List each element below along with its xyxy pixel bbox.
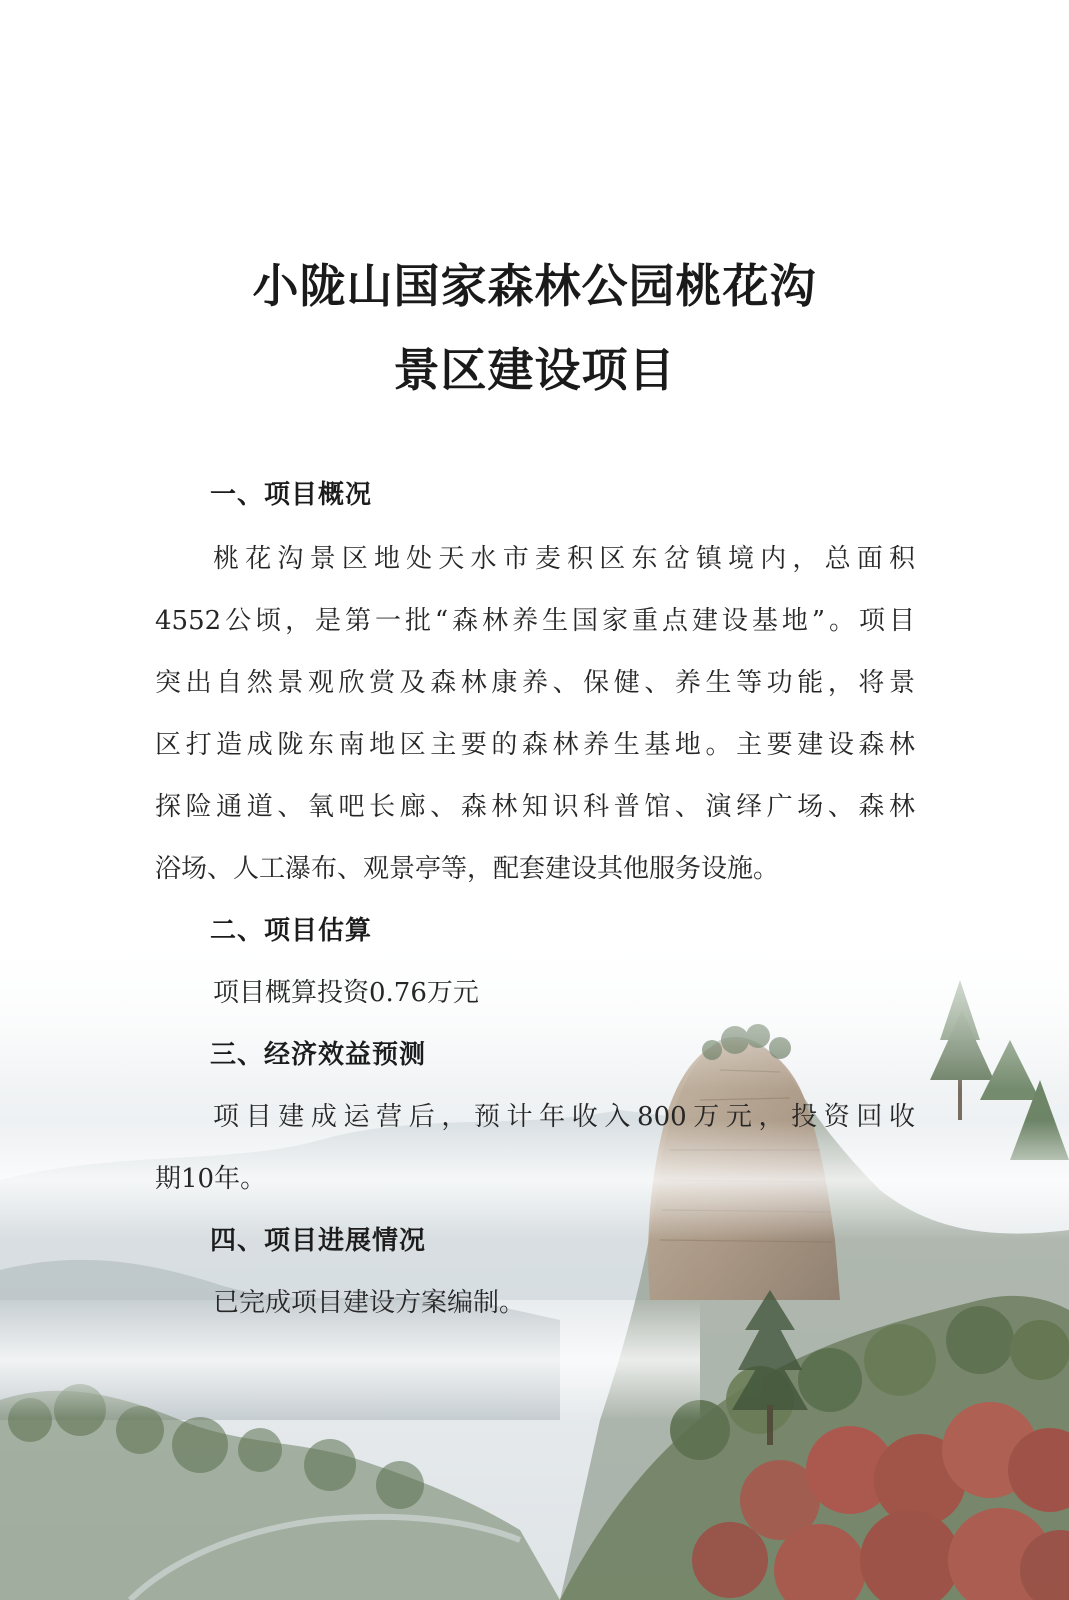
page-title-line-2: 景区建设项目: [393, 343, 676, 397]
paragraph-line: 突出自然景观欣赏及森林康养、保健、养生等功能，将景: [155, 668, 915, 698]
paragraph-line: 桃花沟景区地处天水市麦积区东岔镇境内，总面积: [213, 544, 915, 574]
paragraph-line: 探险通道、氧吧长廊、森林知识科普馆、演绎广场、森林: [155, 792, 915, 822]
paragraph-line: 已完成项目建设方案编制。: [213, 1288, 526, 1318]
paragraph-line: 浴场、人工瀑布、观景亭等，配套建设其他服务设施。: [155, 854, 780, 884]
paragraph-line: 期10年。: [155, 1164, 267, 1194]
section-heading-overview: 一、项目概况: [210, 480, 373, 510]
paragraph-line: 4552公顷，是第一批“森林养生国家重点建设基地”。项目: [155, 606, 915, 636]
section-heading-estimate: 二、项目估算: [210, 916, 373, 946]
page-title-line-1: 小陇山国家森林公园桃花沟: [252, 259, 817, 313]
paragraph-line: 区打造成陇东南地区主要的森林养生基地。主要建设森林: [155, 730, 915, 760]
paragraph-line: 项目建成运营后，预计年收入800万元，投资回收: [213, 1102, 915, 1132]
paragraph-line: 项目概算投资0.76万元: [213, 978, 479, 1008]
section-heading-benefit: 三、经济效益预测: [210, 1040, 427, 1070]
section-heading-progress: 四、项目进展情况: [210, 1226, 427, 1256]
